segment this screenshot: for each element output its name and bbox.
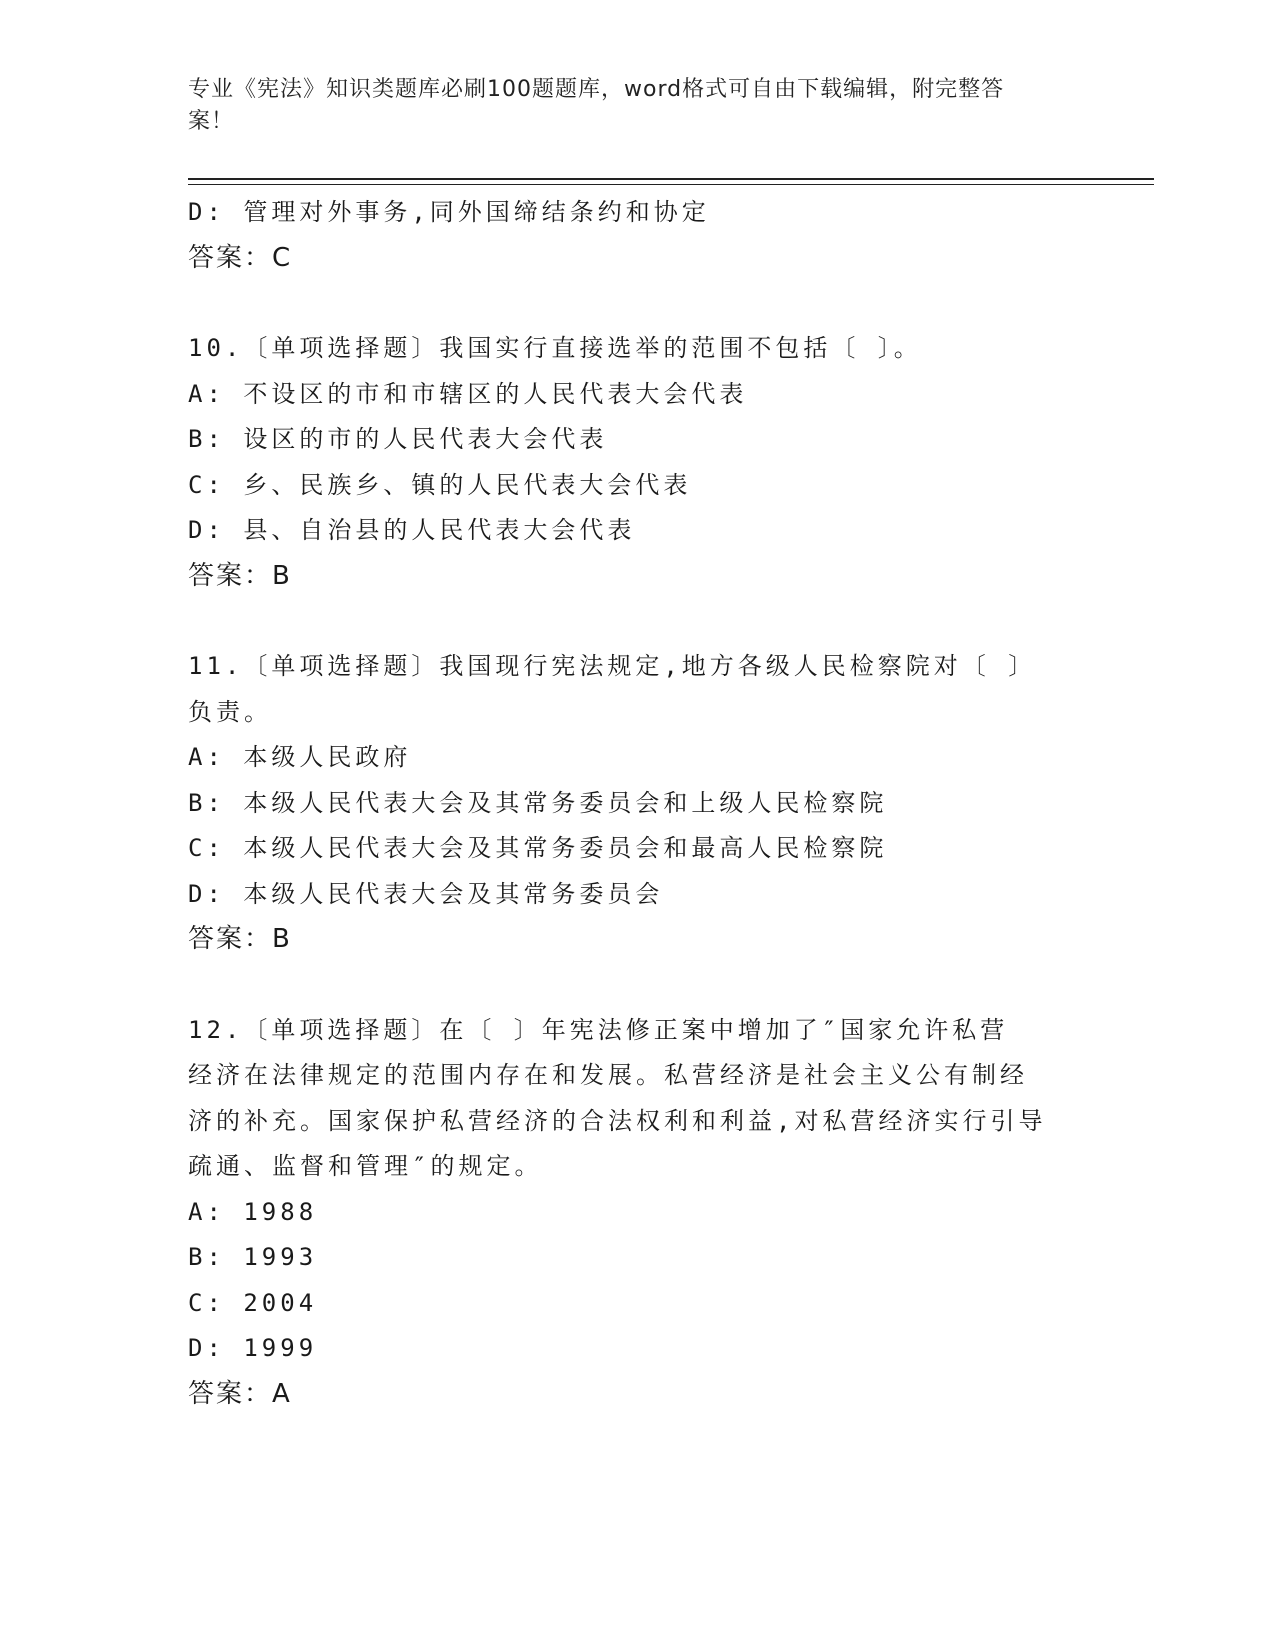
header-rule-bottom <box>188 184 1154 185</box>
question-stem-line-4: 疏通、监督和管理″的规定。 <box>188 1152 543 1180</box>
question-stem-line-2: 经济在法律规定的范围内存在和发展。私营经济是社会主义公有制经 <box>188 1061 1028 1089</box>
document-header <box>188 74 1068 138</box>
option-d: D: 1999 <box>188 1334 318 1362</box>
question-10 <box>188 326 1088 599</box>
answer-line: 答案：B <box>188 924 292 954</box>
question-stem-line-1: 11.〔单项选择题〕我国现行宪法规定,地方各级人民检察院对〔 〕 <box>188 652 1037 680</box>
option-d: D: 本级人民代表大会及其常务委员会 <box>188 879 664 908</box>
question-stem-line-2: 负责。 <box>188 697 272 726</box>
answer-line: 答案：C <box>188 242 293 273</box>
option-c: C: 2004 <box>188 1288 318 1317</box>
answer-line: 答案：A <box>188 1378 292 1409</box>
option-a: A: 1988 <box>188 1197 318 1226</box>
option-a: A: 不设区的市和市辖区的人民代表大会代表 <box>188 379 748 408</box>
option-c: C: 乡、民族乡、镇的人民代表大会代表 <box>188 470 692 499</box>
previous-question-tail <box>188 190 1088 281</box>
option-c: C: 本级人民代表大会及其常务委员会和最高人民检察院 <box>188 834 888 862</box>
option-d: D: 县、自治县的人民代表大会代表 <box>188 516 636 544</box>
question-11 <box>188 644 1088 963</box>
option-d: D: 管理对外事务,同外国缔结条约和协定 <box>188 198 710 226</box>
question-stem: 10.〔单项选择题〕我国实行直接选举的范围不包括〔 〕。 <box>188 334 922 362</box>
question-12 <box>188 1008 1088 1418</box>
option-a: A: 本级人民政府 <box>188 743 412 771</box>
question-stem-line-1: 12.〔单项选择题〕在〔 〕年宪法修正案中增加了″国家允许私营 <box>188 1015 1009 1044</box>
header-title-line-2: 案！ <box>188 109 235 134</box>
header-title-line-1: 专业《宪法》知识类题库必刷100题题库，word格式可自由下载编辑，附完整答 <box>188 77 1005 102</box>
option-b: B: 1993 <box>188 1243 318 1271</box>
option-b: B: 设区的市的人民代表大会代表 <box>188 425 608 453</box>
option-b: B: 本级人民代表大会及其常务委员会和上级人民检察院 <box>188 788 888 817</box>
question-list <box>188 190 1088 1417</box>
answer-line: 答案：B <box>188 560 292 591</box>
question-stem-line-3: 济的补充。国家保护私营经济的合法权利和利益,对私营经济实行引导 <box>188 1106 1047 1135</box>
header-rule-top <box>188 178 1154 180</box>
